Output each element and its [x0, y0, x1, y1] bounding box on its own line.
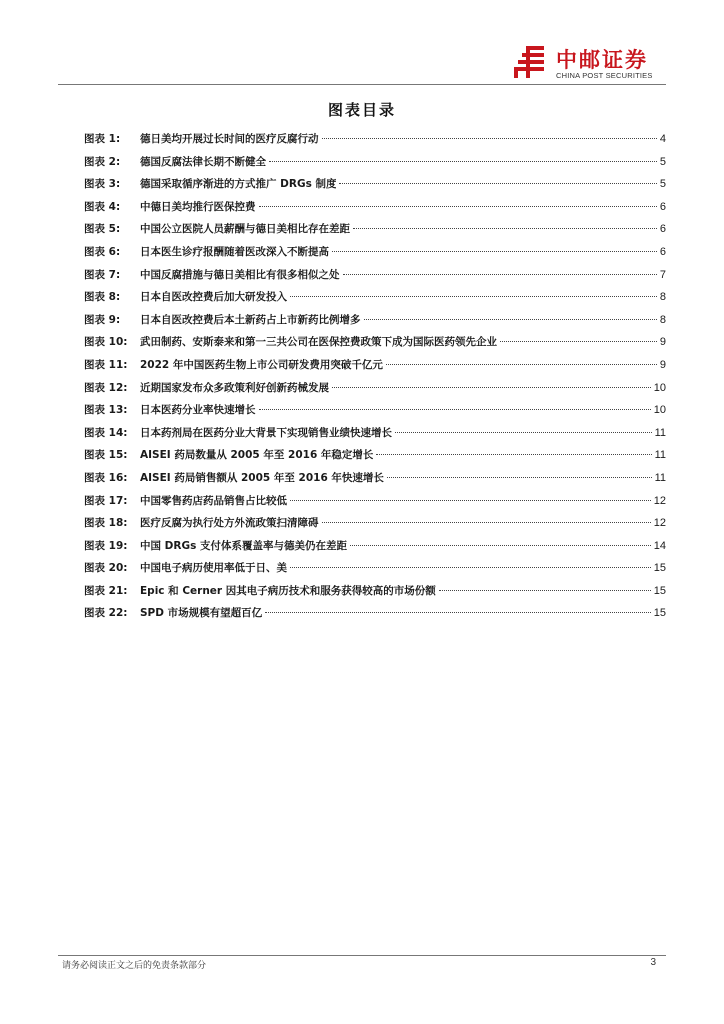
- toc-entry[interactable]: [84, 264, 666, 287]
- toc-entry-label: 图表 11:: [84, 358, 128, 371]
- toc-entry-page: 11: [654, 426, 666, 439]
- toc-entry-title: 德国反腐法律长期不断健全: [140, 155, 266, 168]
- toc-entry-label: 图表 9:: [84, 313, 121, 326]
- toc-entry[interactable]: [84, 602, 666, 625]
- toc-entry-page: 7: [659, 268, 666, 281]
- toc-entry-title: 日本药剂局在医药分业大背景下实现销售业绩快速增长: [140, 426, 392, 439]
- dot-leader: [364, 319, 657, 320]
- toc-entry-title: 近期国家发布众多政策利好创新药械发展: [140, 381, 329, 394]
- toc-entry-title: 日本自医改控费后加大研发投入: [140, 291, 287, 304]
- toc-entry-title: 武田制药、安斯泰来和第一三共公司在医保控费政策下成为国际医药领先企业: [140, 336, 497, 349]
- toc-entry-title: 医疗反腐为执行处方外流政策扫清障碍: [140, 517, 319, 530]
- toc-entry-label: 图表 6:: [84, 245, 121, 258]
- toc-entry-page: 8: [659, 291, 666, 304]
- toc-entry-label: 图表 19:: [84, 539, 128, 552]
- dot-leader: [500, 341, 657, 342]
- page-number: 3: [650, 957, 656, 968]
- toc-entry-title: 中国零售药店药品销售占比较低: [140, 494, 287, 507]
- toc-entry[interactable]: [84, 422, 666, 445]
- toc-entry-title: Epic 和 Cerner 因其电子病历技术和服务获得较高的市场份额: [140, 584, 436, 597]
- toc-entry-label: 图表 16:: [84, 471, 128, 484]
- toc-entry-label: 图表 22:: [84, 607, 128, 620]
- toc-entry[interactable]: [84, 196, 666, 219]
- dot-leader: [353, 228, 657, 229]
- toc-entry-title: 日本医药分业率快速增长: [140, 404, 256, 417]
- toc-entry[interactable]: [84, 286, 666, 309]
- toc-entry-page: 6: [659, 200, 666, 213]
- toc-title: 图表目录: [327, 101, 396, 119]
- toc-entry-page: 6: [659, 223, 666, 236]
- toc-entry[interactable]: [84, 218, 666, 241]
- toc-entry-label: 图表 14:: [84, 426, 128, 439]
- dot-leader: [395, 432, 652, 433]
- toc-entry-title: 中国 DRGs 支付体系覆盖率与德美仍在差距: [140, 539, 347, 552]
- toc-entry-label: 图表 15:: [84, 449, 128, 462]
- toc-entry[interactable]: [84, 490, 666, 513]
- dot-leader: [290, 296, 657, 297]
- dot-leader: [387, 477, 652, 478]
- dot-leader: [376, 454, 651, 455]
- toc-entry-label: 图表 13:: [84, 404, 128, 417]
- toc-entry-label: 图表 2:: [84, 155, 121, 168]
- toc-entry-title: 中国电子病历使用率低于日、美: [140, 562, 287, 575]
- toc-entry[interactable]: [84, 354, 666, 377]
- toc-entry-label: 图表 4:: [84, 200, 121, 213]
- toc-entry-page: 11: [654, 471, 666, 484]
- toc-entry-page: 15: [653, 607, 666, 620]
- toc-entry[interactable]: [84, 151, 666, 174]
- toc-entry-title: 德日美均开展过长时间的医疗反腐行动: [140, 133, 319, 145]
- disclaimer-note: 请务必阅读正文之后的免责条款部分: [62, 961, 207, 971]
- page-header: [0, 0, 724, 92]
- toc-entry-title: 德国采取循序渐进的方式推广 DRGs 制度: [140, 178, 337, 191]
- toc-entry-label: 图表 1:: [84, 133, 121, 145]
- toc-entry-page: 10: [653, 381, 666, 394]
- toc-entry[interactable]: [84, 173, 666, 196]
- dot-leader: [439, 590, 651, 591]
- toc-entry-label: 图表 5:: [84, 223, 121, 236]
- toc-entry-label: 图表 20:: [84, 562, 128, 575]
- toc-entry-label: 图表 8:: [84, 291, 121, 304]
- dot-leader: [290, 567, 651, 568]
- dot-leader: [265, 612, 651, 613]
- toc-entry-label: 图表 3:: [84, 178, 121, 191]
- toc-entry-label: 图表 21:: [84, 584, 128, 597]
- toc-entry-label: 图表 7:: [84, 268, 121, 281]
- toc-entry[interactable]: [84, 331, 666, 354]
- toc-entry-page: 11: [654, 449, 666, 462]
- toc-entry-page: 10: [653, 404, 666, 417]
- dot-leader: [332, 251, 657, 252]
- toc-entry-page: 5: [659, 178, 666, 191]
- brand-name-cn: 中邮证券: [556, 48, 648, 72]
- toc-entry-page: 12: [653, 494, 666, 507]
- toc-entry-page: 15: [653, 584, 666, 597]
- toc-entry-title: 中国反腐措施与德日美相比有很多相似之处: [140, 268, 340, 281]
- header-divider: [58, 84, 666, 85]
- toc-entry-page: 4: [659, 133, 666, 145]
- toc-entry-label: 图表 12:: [84, 381, 128, 394]
- toc-entry-page: 9: [659, 358, 666, 371]
- table-of-figures: [84, 128, 666, 625]
- toc-entry-page: 6: [659, 245, 666, 258]
- toc-entry[interactable]: [84, 535, 666, 558]
- toc-entry[interactable]: [84, 467, 666, 490]
- dot-leader: [350, 545, 651, 546]
- dot-leader: [259, 409, 651, 410]
- toc-entry-title: AISEI 药局数量从 2005 年至 2016 年稳定增长: [140, 449, 374, 462]
- toc-entry-title: 中德日美均推行医保控费: [140, 200, 256, 213]
- toc-entry-page: 12: [653, 517, 666, 530]
- toc-entry-title: 中国公立医院人员薪酬与德日美相比存在差距: [140, 223, 350, 236]
- toc-entry-page: 9: [659, 336, 666, 349]
- toc-entry-title: AISEI 药局销售额从 2005 年至 2016 年快速增长: [140, 471, 384, 484]
- toc-entry[interactable]: [84, 557, 666, 580]
- toc-entry-page: 15: [653, 562, 666, 575]
- toc-entry[interactable]: [84, 241, 666, 264]
- toc-entry[interactable]: [84, 309, 666, 332]
- footer-divider: [58, 955, 666, 956]
- toc-entry-label: 图表 18:: [84, 517, 128, 530]
- dot-leader: [339, 183, 656, 184]
- toc-entry-label: 图表 17:: [84, 494, 128, 507]
- toc-entry-label: 图表 10:: [84, 336, 128, 349]
- toc-entry-title: SPD 市场规模有望超百亿: [140, 607, 263, 620]
- toc-entry[interactable]: [84, 377, 666, 400]
- toc-entry-page: 8: [659, 313, 666, 326]
- toc-entry[interactable]: [84, 128, 666, 151]
- toc-entry[interactable]: [84, 444, 666, 467]
- china-post-logo-icon: [512, 44, 548, 80]
- toc-entry[interactable]: [84, 512, 666, 535]
- dot-leader: [343, 274, 657, 275]
- toc-entry-title: 日本自医改控费后本土新药占上市新药比例增多: [140, 313, 361, 326]
- dot-leader: [290, 500, 651, 501]
- toc-entry[interactable]: [84, 580, 666, 603]
- brand-name-en: CHINA POST SECURITIES: [556, 71, 653, 80]
- toc-entry-page: 5: [659, 155, 666, 168]
- toc-entry-title: 2022 年中国医药生物上市公司研发费用突破千亿元: [140, 358, 383, 371]
- toc-entry[interactable]: [84, 399, 666, 422]
- dot-leader: [386, 364, 657, 365]
- dot-leader: [322, 522, 651, 523]
- toc-entry-page: 14: [653, 539, 666, 552]
- toc-entry-title: 日本医生诊疗报酬随着医改深入不断提高: [140, 245, 329, 258]
- dot-leader: [332, 387, 651, 388]
- dot-leader: [269, 161, 657, 162]
- dot-leader: [322, 138, 657, 139]
- dot-leader: [259, 206, 657, 207]
